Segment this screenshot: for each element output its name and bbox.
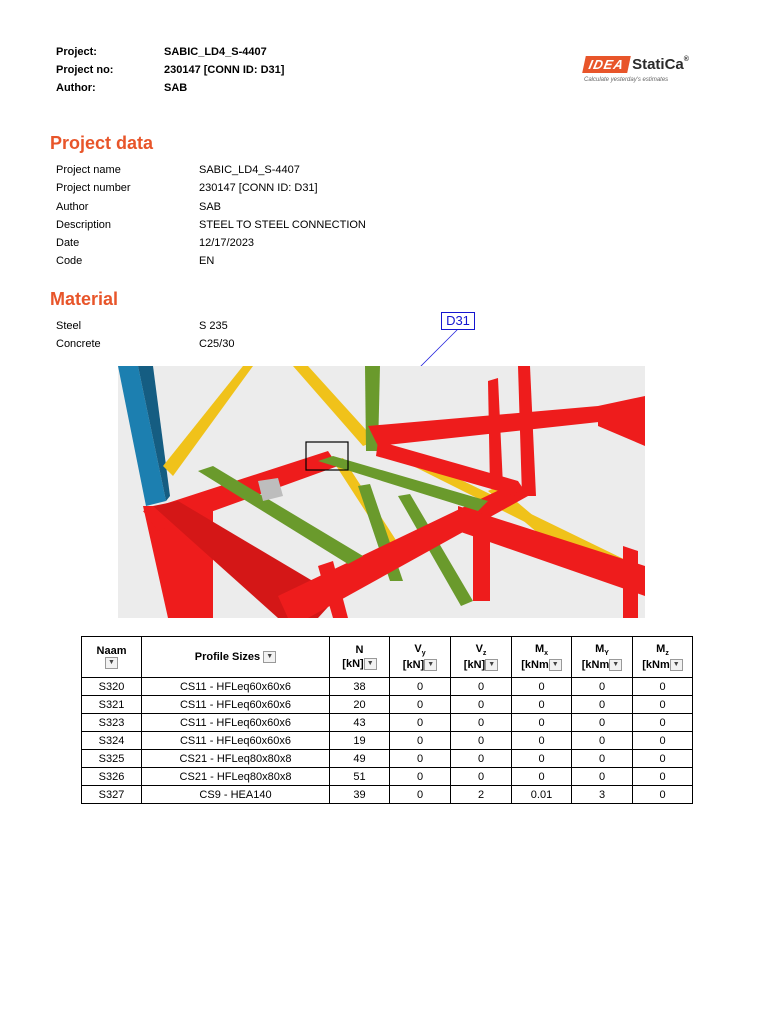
table-row: [82, 732, 693, 750]
cell-mz: 0: [633, 696, 693, 714]
col-mz-sub: z: [665, 650, 669, 658]
col-my-unit: [kNm: [581, 659, 610, 672]
header-project-no-label: Project no:: [56, 64, 114, 76]
cell-vy: 0: [390, 678, 451, 696]
cell-vz: 0: [451, 768, 512, 786]
col-mx-label: M: [534, 642, 545, 655]
cell-n: 51: [330, 768, 390, 786]
cell-naam: S324: [82, 732, 142, 750]
cell-mx: 0: [512, 768, 572, 786]
filter-dropdown-icon[interactable]: ▼: [364, 658, 377, 670]
project-data-label: Date: [56, 237, 80, 250]
col-n-unit: [kN]: [342, 657, 364, 670]
logo-name: [632, 56, 689, 73]
project-data-label: Author: [56, 200, 89, 213]
report-header: [56, 46, 284, 100]
cell-naam: S321: [82, 696, 142, 714]
project-data-row: [56, 164, 366, 182]
col-my-label: M: [595, 642, 605, 655]
cell-n: 19: [330, 732, 390, 750]
cell-profile: CS21 - HFLeq80x80x8: [142, 768, 330, 786]
col-my-header: [572, 637, 633, 678]
cell-vy: 0: [390, 696, 451, 714]
col-my-sub: Y: [604, 650, 609, 658]
col-vy-unit: [kN]: [402, 659, 425, 672]
material-value: S 235: [199, 320, 228, 332]
cell-n: 39: [330, 786, 390, 804]
cell-mx: 0: [512, 732, 572, 750]
cell-naam: S320: [82, 678, 142, 696]
table-row: [82, 786, 693, 804]
cell-vy: 0: [390, 786, 451, 804]
cell-vz: 0: [451, 678, 512, 696]
cell-n: 49: [330, 750, 390, 768]
header-project-no-row: [56, 64, 284, 82]
col-mx-unit: [kNm: [521, 659, 549, 672]
logo-box-text: IDEA: [582, 56, 631, 73]
connection-callout-label: D31: [441, 312, 475, 330]
col-mx-unit-row: [512, 659, 571, 671]
project-data-row: [56, 219, 366, 237]
cell-vy: 0: [390, 768, 451, 786]
col-vz-label-wrap: [451, 643, 511, 657]
col-mx-sub: x: [544, 650, 549, 658]
table-row: [82, 714, 693, 732]
project-data-row: [56, 237, 366, 255]
cell-n: 38: [330, 678, 390, 696]
cell-my: 0: [572, 732, 633, 750]
cell-profile: CS11 - HFLeq60x60x6: [142, 714, 330, 732]
cell-mz: 0: [633, 678, 693, 696]
cell-mz: 0: [633, 750, 693, 768]
col-vy-label: V: [414, 642, 422, 655]
header-author-value: SAB: [164, 82, 188, 94]
project-data-table: [56, 164, 366, 274]
structure-3d-view: [118, 366, 645, 618]
col-vz-header: [451, 637, 512, 678]
cell-vz: 0: [451, 714, 512, 732]
material-label: Steel: [56, 320, 82, 332]
cell-my: 0: [572, 750, 633, 768]
project-data-label: Project name: [56, 164, 121, 176]
col-profile-header: [142, 637, 330, 678]
col-vy-header: [390, 637, 451, 678]
cell-my: 3: [572, 786, 633, 804]
material-title: Material: [50, 289, 119, 309]
col-mz-label-wrap: [633, 643, 692, 657]
project-data-value: 230147 [CONN ID: D31]: [199, 182, 318, 195]
filter-dropdown-icon[interactable]: ▼: [105, 657, 118, 669]
col-mx-label-wrap: [512, 643, 571, 657]
table-row: [82, 750, 693, 768]
member-forces-table: [81, 636, 693, 804]
header-project-row: [56, 46, 284, 64]
header-author-label: Author:: [56, 82, 96, 94]
header-project-no-value: 230147 [CONN ID: D31]: [164, 64, 285, 76]
project-data-row: [56, 201, 366, 219]
cell-naam: S327: [82, 786, 142, 804]
cell-mz: 0: [633, 732, 693, 750]
cell-mx: 0: [512, 678, 572, 696]
cell-naam: S325: [82, 750, 142, 768]
col-naam-label: Naam: [96, 644, 127, 657]
cell-vy: 0: [390, 732, 451, 750]
cell-mz: 0: [633, 786, 693, 804]
col-my-unit-row: [572, 659, 632, 671]
material-row: [56, 320, 234, 338]
filter-dropdown-icon[interactable]: ▼: [485, 659, 498, 671]
project-data-value: SABIC_LD4_S-4407: [199, 164, 300, 176]
cell-n: 20: [330, 696, 390, 714]
cell-my: 0: [572, 714, 633, 732]
col-my-label-wrap: [572, 643, 632, 657]
header-project-label: Project:: [56, 46, 97, 58]
material-label: Concrete: [56, 338, 101, 351]
cell-vz: 0: [451, 696, 512, 714]
col-mz-label: M: [656, 642, 666, 655]
cell-profile: CS21 - HFLeq80x80x8: [142, 750, 330, 768]
table-row: [82, 768, 693, 786]
cell-vy: 0: [390, 714, 451, 732]
project-data-value: STEEL TO STEEL CONNECTION: [199, 218, 366, 231]
material-table: [56, 320, 234, 357]
col-n-unit-row: [330, 658, 389, 670]
col-mz-unit: [kNm: [642, 659, 670, 672]
filter-dropdown-icon[interactable]: ▼: [609, 659, 622, 671]
cell-vz: 0: [451, 750, 512, 768]
project-data-label: Project number: [56, 182, 131, 195]
header-project-value: SABIC_LD4_S-4407: [164, 46, 267, 58]
col-mx-header: [512, 637, 572, 678]
cell-profile: CS11 - HFLeq60x60x6: [142, 696, 330, 714]
col-mz-header: [633, 637, 693, 678]
cell-my: 0: [572, 678, 633, 696]
project-data-value: 12/17/2023: [199, 237, 255, 250]
col-n-header: [330, 637, 390, 678]
filter-dropdown-icon[interactable]: ▼: [670, 659, 683, 671]
col-mz-unit-row: [633, 659, 692, 671]
cell-my: 0: [572, 696, 633, 714]
red-column: [473, 526, 490, 601]
logo-name-text: StatiCa: [632, 56, 684, 74]
col-vy-sub: y: [421, 650, 426, 658]
material-value: C25/30: [199, 338, 235, 351]
col-vz-label: V: [475, 642, 483, 655]
col-profile-label: Profile Sizes: [194, 650, 261, 663]
col-naam-header: [82, 637, 142, 678]
red-column: [623, 546, 638, 618]
col-vy-label-wrap: [390, 643, 450, 657]
project-data-label: Code: [56, 255, 83, 268]
cell-mx: 0: [512, 750, 572, 768]
cell-mx: 0: [512, 696, 572, 714]
cell-mz: 0: [633, 714, 693, 732]
col-vy-unit-row: [390, 659, 450, 671]
table-header-row: [82, 637, 693, 678]
cell-naam: S323: [82, 714, 142, 732]
cell-naam: S326: [82, 768, 142, 786]
cell-profile: CS11 - HFLeq60x60x6: [142, 678, 330, 696]
project-data-value: SAB: [199, 200, 222, 213]
cell-vz: 0: [451, 732, 512, 750]
project-data-title: Project data: [50, 133, 154, 153]
project-data-label: Description: [56, 218, 112, 231]
idea-statica-logo: [584, 56, 724, 90]
filter-dropdown-icon[interactable]: ▼: [263, 651, 276, 663]
cell-mz: 0: [633, 768, 693, 786]
cell-profile: CS9 - HEA140: [142, 786, 330, 804]
project-data-value: EN: [199, 255, 215, 268]
filter-dropdown-icon[interactable]: ▼: [424, 659, 437, 671]
logo-tagline: Calculate yesterday's estimates: [584, 77, 669, 83]
filter-dropdown-icon[interactable]: ▼: [549, 659, 562, 671]
cell-mx: 0: [512, 714, 572, 732]
header-author-row: [56, 82, 284, 100]
cell-vz: 2: [451, 786, 512, 804]
material-row: [56, 338, 234, 356]
logo-registered: ®: [683, 56, 689, 64]
table-row: [82, 696, 693, 714]
col-vz-unit-row: [451, 659, 511, 671]
col-n-label: N: [355, 643, 364, 656]
project-data-row: [56, 182, 366, 200]
cell-vy: 0: [390, 750, 451, 768]
cell-n: 43: [330, 714, 390, 732]
col-vz-sub: z: [482, 650, 487, 658]
cell-mx: 0.01: [512, 786, 572, 804]
cell-my: 0: [572, 768, 633, 786]
project-data-row: [56, 255, 366, 273]
table-row: [82, 678, 693, 696]
cell-profile: CS11 - HFLeq60x60x6: [142, 732, 330, 750]
col-vz-unit: [kN]: [463, 659, 486, 672]
